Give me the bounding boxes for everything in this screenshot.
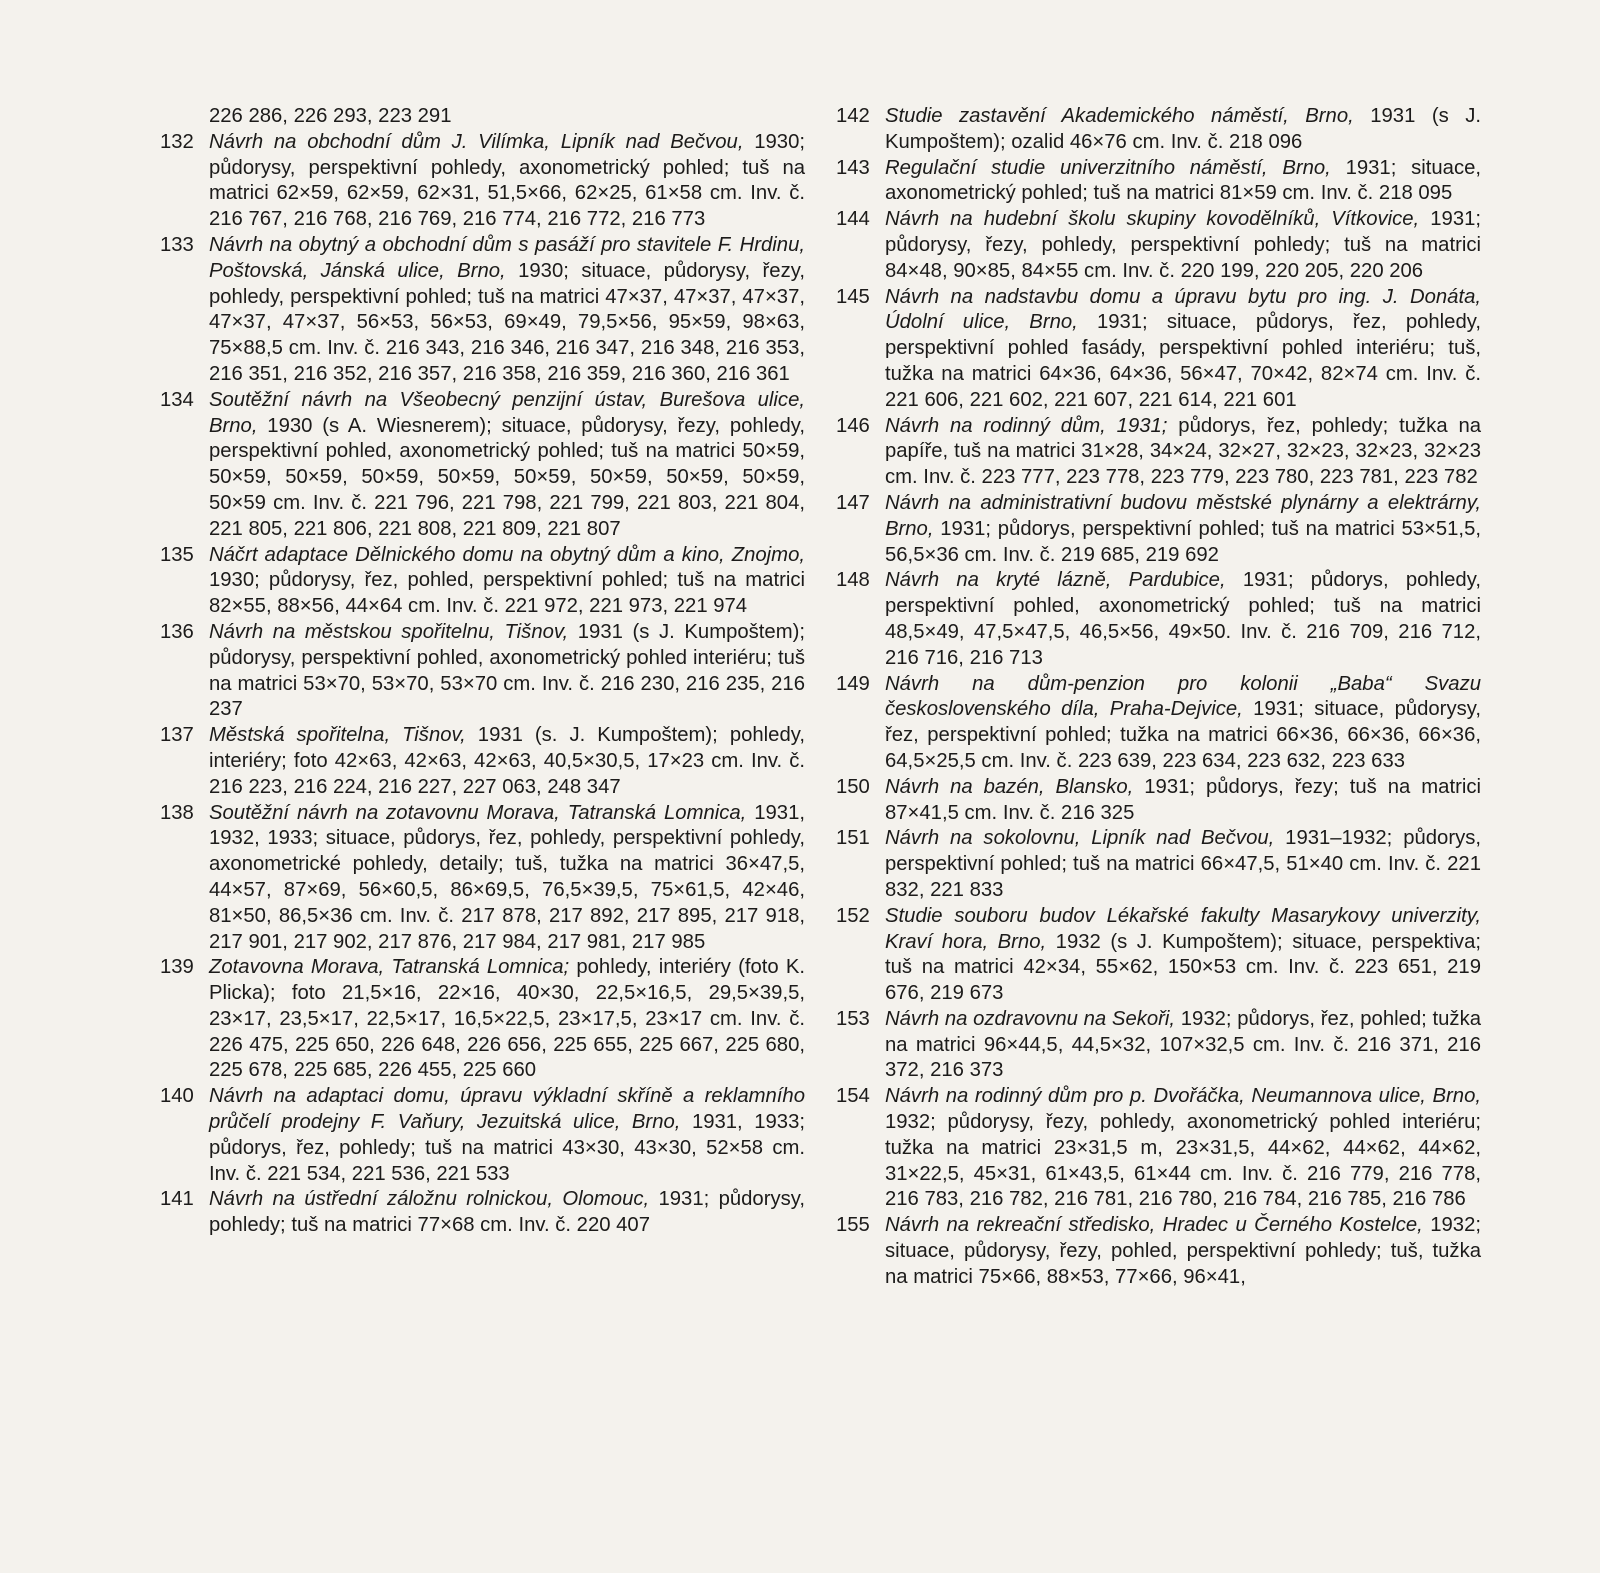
entry-title: Návrh na administrativní budovu městské plynárny a elektrárny, Brno, — [885, 491, 1481, 540]
entry-title: Zotavovna Morava, Tatranská Lomnica; — [209, 956, 570, 979]
entry-details: 1930; půdorysy, perspektivní pohledy, axonometrický pohled; tuš na matrici 62×59, 62×59, 62×31, 51,5×66, 62×25, 61×58 cm. Inv. č. 216 767, 216 768, 216 769, 216 774, 216 772, 216 773 — [209, 130, 806, 231]
entry-title: Návrh na obytný a obchodní dům s pasáží pro stavitele F. Hrdinu, Poštovská, Jánská ulice, Brno, — [209, 233, 805, 282]
catalogue-entry-140 — [160, 1084, 805, 1187]
entry-number: 141 — [160, 1188, 194, 1211]
catalogue-entry-153 — [836, 1007, 1481, 1084]
entry-details: 1931; půdorysy, pohledy; tuš na matrici 77×68 cm. Inv. č. 220 407 — [209, 1188, 805, 1237]
entry-details: 1930; půdorysy, řez, pohled, perspektivní pohled; tuš na matrici 82×55, 88×56, 44×64 cm. Inv. č. 221 972, 221 973, 221 974 — [209, 569, 805, 618]
entry-number: 153 — [836, 1007, 870, 1030]
entry-title: Návrh na hudební školu skupiny kovodělníků, Vítkovice, — [885, 208, 1420, 231]
entry-number: 149 — [836, 672, 870, 695]
entry-title: Studie zastavění Akademického náměstí, Brno, — [885, 105, 1354, 127]
left-column — [160, 104, 805, 1239]
catalogue-entry-142 — [836, 104, 1481, 156]
entry-number: 154 — [836, 1085, 870, 1108]
entry-number: 143 — [836, 156, 870, 179]
entry-title: Návrh na rodinný dům, 1931; — [885, 414, 1168, 437]
catalogue-entry-144 — [836, 207, 1481, 284]
entry-number: 135 — [160, 543, 194, 566]
entry-number: 150 — [836, 775, 870, 798]
entry-title: Návrh na rodinný dům pro p. Dvořáčka, Neumannova ulice, Brno, — [885, 1085, 1481, 1108]
entry-title: Soutěžní návrh na zotavovnu Morava, Tatranská Lomnica, — [209, 801, 747, 824]
entry-number: 148 — [836, 569, 870, 592]
entry-details: 1931, 1933; půdorys, řez, pohledy; tuš na matrici 43×30, 43×30, 52×58 cm. Inv. č. 221 534, 221 536, 221 533 — [209, 1111, 805, 1185]
entry-title: Návrh na ozdravovnu na Sekoři, — [885, 1007, 1176, 1030]
entry-details: 1930; situace, půdorysy, řezy, pohledy, perspektivní pohled; tuš na matrici 47×37, 47×37, 47×37, 47×37, 47×37, 56×53, 56×53, 69×49, 79,5×56, 95×59, 98×63, 75×88,5 cm. Inv. č. 216 343, 216 346, 216 347, 216 348, 216 353, 216 351, 216 352, 216 357, 216 358, 216 359, 216 360, 216 361 — [209, 259, 805, 385]
entry-title: Návrh na adaptaci domu, úpravu výkladní skříně a reklamního průčelí prodejny F. Vaňury, Jezuitská ulice, Brno, — [209, 1085, 805, 1134]
entry-details: 1931 (s J. Kumpoštem); půdorysy, perspektivní pohled, axonometrický pohled interiéru; tuš na matrici 53×70, 53×70, 53×70 cm. Inv. č. 216 230, 216 235, 216 237 — [209, 620, 805, 721]
entry-details: pohledy, interiéry (foto K. Plicka); foto 21,5×16, 22×16, 40×30, 22,5×16,5, 29,5×39,5, 23×17, 23,5×17, 22,5×17, 16,5×22,5, 23×17,5, 23×17 cm. Inv. č. 226 475, 225 650, 226 648, 226 656, 225 655, 225 667, 225 680, 225 678, 225 685, 226 455, 225 660 — [209, 956, 806, 1082]
entry-title: Návrh na kryté lázně, Pardubice, — [885, 569, 1226, 592]
entry-details: 1931 (s J. Kumpoštem); ozalid 46×76 cm. Inv. č. 218 096 — [885, 105, 1481, 153]
entry-number: 142 — [836, 105, 870, 127]
catalogue-entry-151 — [836, 826, 1481, 903]
catalogue-entry-136 — [160, 620, 805, 723]
entry-title: Návrh na sokolovnu, Lipník nad Bečvou, — [885, 827, 1275, 850]
entry-details: 1931; situace, půdorysy, řez, perspektivní pohled; tužka na matrici 66×36, 66×36, 66×36, 64,5×25,5 cm. Inv. č. 223 639, 223 634, 223 632, 223 633 — [885, 698, 1481, 772]
entry-details: půdorys, řez, pohledy; tužka na papíře, tuš na matrici 31×28, 34×24, 32×27, 32×23, 32×23, 32×23 cm. Inv. č. 223 777, 223 778, 223 779, 223 780, 223 781, 223 782 — [885, 414, 1482, 489]
entry-number: 140 — [160, 1085, 194, 1108]
entry-title: Studie souboru budov Lékařské fakulty Masarykovy univerzity, Kraví hora, Brno, — [885, 904, 1481, 953]
entry-number: 136 — [160, 620, 194, 643]
entry-details: 1932; půdorys, řez, pohled; tužka na matrici 96×44,5, 44,5×32, 107×32,5 cm. Inv. č. 216 371, 216 372, 216 373 — [885, 1007, 1481, 1082]
catalogue-entry-149 — [836, 672, 1481, 775]
catalogue-entry-134 — [160, 388, 805, 543]
entry-number: 146 — [836, 414, 870, 437]
catalogue-entry-143 — [836, 156, 1481, 208]
catalogue-entry-133 — [160, 233, 805, 388]
catalogue-entry-148 — [836, 568, 1481, 671]
entry-details: 1931; půdorysy, řezy, pohledy, perspektivní pohledy; tuš na matrici 84×48, 90×85, 84×55 cm. Inv. č. 220 199, 220 205, 220 206 — [885, 208, 1482, 282]
entry-details: 1931–1932; půdorys, perspektivní pohled; tuš na matrici 66×47,5, 51×40 cm. Inv. č. 221 832, 221 833 — [885, 827, 1481, 901]
entry-title: Návrh na ústřední záložnu rolnickou, Olomouc, — [209, 1188, 650, 1211]
entry-number: 139 — [160, 956, 194, 979]
entry-title: Soutěžní návrh na Všeobecný penzijní ústav, Burešova ulice, Brno, — [209, 388, 805, 437]
catalogue-entry-138 — [160, 801, 805, 956]
entry-number: 151 — [836, 827, 870, 850]
entry-title: Návrh na městskou spořitelnu, Tišnov, — [209, 620, 569, 643]
entry-title: Návrh na dům-penzion pro kolonii „Baba“ Svazu československého díla, Praha-Dejvice, — [885, 672, 1481, 721]
catalogue-entry-145 — [836, 285, 1481, 414]
entry-number: 138 — [160, 801, 194, 824]
catalogue-entry-146 — [836, 414, 1481, 491]
entry-details: 1931, 1932, 1933; situace, půdorys, řez, pohledy, perspektivní pohledy, axonometrické pohledy, detaily; tuš, tužka na matrici 36×47,5, 44×57, 87×69, 56×60,5, 86×69,5, 76,5×39,5, 75×61,5, 42×46, 81×50, 86,5×36 cm. Inv. č. 217 878, 217 892, 217 895, 217 918, 217 901, 217 902, 217 876, 217 984, 217 981, 217 985 — [209, 801, 806, 953]
entry-details: 1932; půdorysy, řezy, pohledy, axonometrický pohled interiéru; tužka na matrici 23×31,5 m, 23×31,5, 44×62, 44×62, 44×62, 31×22,5, 45×31, 61×43,5, 61×44 cm. Inv. č. 216 779, 216 778, 216 783, 216 782, 216 781, 216 780, 216 784, 216 785, 216 786 — [885, 1111, 1481, 1211]
entry-details: 1931 (s. J. Kumpoštem); pohledy, interiéry; foto 42×63, 42×63, 42×63, 40,5×30,5, 17×23 cm. Inv. č. 216 223, 216 224, 216 227, 227 063, 248 347 — [209, 724, 805, 798]
catalogue-entry-155 — [836, 1213, 1481, 1290]
entry-details: 1931; půdorys, perspektivní pohled; tuš na matrici 53×51,5, 56,5×36 cm. Inv. č. 219 685, 219 692 — [885, 517, 1481, 566]
entry-title: Návrh na rekreační středisko, Hradec u Černého Kostelce, — [885, 1214, 1423, 1237]
entry-number: 134 — [160, 388, 194, 411]
catalogue-entry-147 — [836, 491, 1481, 568]
entry-number: 144 — [836, 208, 870, 231]
entry-details: 1931; půdorys, pohledy, perspektivní pohled, axonometrický pohled; tuš na matrici 48,5×49, 47,5×47,5, 46,5×56, 49×50. Inv. č. 216 709, 216 712, 216 716, 216 713 — [885, 569, 1481, 669]
entry-details: 1931; situace, půdorys, řez, pohledy, perspektivní pohled fasády, perspektivní pohled interiéru; tuš, tužka na matrici 64×36, 64×36, 56×47, 70×42, 82×74 cm. Inv. č. 221 606, 221 602, 221 607, 221 614, 221 601 — [885, 311, 1482, 411]
catalogue-entry-154 — [836, 1084, 1481, 1213]
catalogue-entry-150 — [836, 775, 1481, 827]
entry-number: 147 — [836, 491, 870, 514]
continued-inventory-line: 226 286, 226 293, 223 291 — [209, 105, 452, 127]
catalogue-entry-132 — [160, 130, 805, 233]
entry-number: 145 — [836, 285, 870, 308]
entry-number: 155 — [836, 1214, 870, 1237]
entry-details: 1931; situace, axonometrický pohled; tuš na matrici 81×59 cm. Inv. č. 218 095 — [885, 156, 1481, 205]
catalogue-entry-139 — [160, 955, 805, 1084]
entry-details: 1932 (s J. Kumpoštem); situace, perspektiva; tuš na matrici 42×34, 55×62, 150×53 cm. Inv. č. 223 651, 219 676, 219 673 — [885, 930, 1481, 1005]
entry-title: Návrh na bazén, Blansko, — [885, 775, 1134, 798]
entry-title: Náčrt adaptace Dělnického domu na obytný dům a kino, Znojmo, — [209, 543, 805, 566]
catalogue-entry-137 — [160, 723, 805, 800]
catalogue-entry-135 — [160, 543, 805, 620]
entry-details: 1932; situace, půdorysy, řezy, pohled, perspektivní pohledy; tuš, tužka na matrici 75×66, 88×53, 77×66, 96×41, — [885, 1214, 1482, 1288]
catalogue-entry-152 — [836, 904, 1481, 1007]
entry-number: 133 — [160, 233, 194, 256]
entry-title: Návrh na obchodní dům J. Vilímka, Lipník nad Bečvou, — [209, 130, 744, 153]
entry-title: Městská spořitelna, Tišnov, — [209, 724, 466, 747]
right-column — [836, 104, 1481, 1291]
entry-details: 1930 (s A. Wiesnerem); situace, půdorysy, řezy, pohledy, perspektivní pohled, axonometrický pohled; tuš na matrici 50×59, 50×59, 50×59, 50×59, 50×59, 50×59, 50×59, 50×59, 50×59, 50×59 cm. Inv. č. 221 796, 221 798, 221 799, 221 803, 221 804, 221 805, 221 806, 221 808, 221 809, 221 807 — [209, 414, 805, 540]
entry-title: Regulační studie univerzitního náměstí, Brno, — [885, 156, 1331, 179]
entry-details: 1931; půdorys, řezy; tuš na matrici 87×41,5 cm. Inv. č. 216 325 — [885, 775, 1481, 824]
catalogue-entry-141 — [160, 1187, 805, 1239]
entry-number: 152 — [836, 904, 870, 927]
entry-number: 132 — [160, 130, 194, 153]
entry-title: Návrh na nadstavbu domu a úpravu bytu pro ing. J. Donáta, Údolní ulice, Brno, — [885, 285, 1481, 334]
entry-number: 137 — [160, 724, 194, 747]
